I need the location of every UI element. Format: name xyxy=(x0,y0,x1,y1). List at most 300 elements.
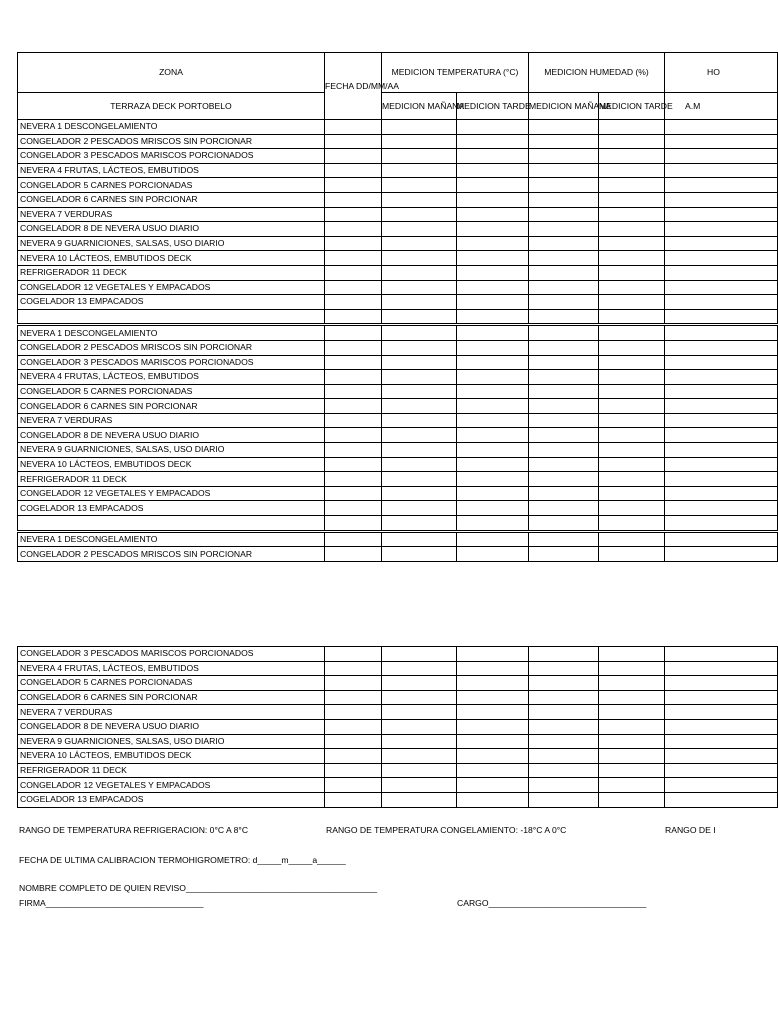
entry-cell[interactable] xyxy=(382,251,457,266)
blank-row xyxy=(18,309,778,325)
table-row xyxy=(18,399,778,414)
entry-cell[interactable] xyxy=(665,661,778,676)
zone-label: NEVERA 7 VERDURAS xyxy=(18,705,325,720)
zone-label: NEVERA 1 DESCONGELAMIENTO xyxy=(18,531,325,547)
zone-label: CONGELADOR 8 DE NEVERA USUO DIARIO xyxy=(18,222,325,237)
entry-cell[interactable] xyxy=(457,384,529,399)
blank-cell[interactable] xyxy=(529,516,599,532)
entry-cell[interactable] xyxy=(529,472,599,487)
entry-cell[interactable] xyxy=(599,413,665,428)
entry-cell[interactable] xyxy=(665,192,778,207)
entry-cell[interactable] xyxy=(325,149,382,164)
entry-cell[interactable] xyxy=(382,501,457,516)
entry-cell[interactable] xyxy=(325,457,382,472)
entry-cell[interactable] xyxy=(457,486,529,501)
range-truncated: RANGO DE I xyxy=(665,825,716,835)
entry-cell[interactable] xyxy=(599,207,665,222)
entry-cell[interactable] xyxy=(665,355,778,370)
zone-label: NEVERA 10 LÁCTEOS, EMBUTIDOS DECK xyxy=(18,457,325,472)
entry-cell[interactable] xyxy=(457,457,529,472)
entry-cell[interactable] xyxy=(665,236,778,251)
entry-cell[interactable] xyxy=(325,207,382,222)
table-row xyxy=(18,676,778,691)
entry-cell[interactable] xyxy=(382,280,457,295)
entry-cell[interactable] xyxy=(457,705,529,720)
entry-cell[interactable] xyxy=(382,719,457,734)
entry-cell[interactable] xyxy=(529,457,599,472)
entry-cell[interactable] xyxy=(325,370,382,385)
entry-cell[interactable] xyxy=(382,120,457,135)
entry-cell[interactable] xyxy=(529,734,599,749)
entry-cell[interactable] xyxy=(665,792,778,807)
zone-label: CONGELADOR 12 VEGETALES Y EMPACADOS xyxy=(18,486,325,501)
entry-cell[interactable] xyxy=(529,295,599,310)
entry-cell[interactable] xyxy=(529,355,599,370)
table-row xyxy=(18,719,778,734)
entry-cell[interactable] xyxy=(457,222,529,237)
entry-cell[interactable] xyxy=(457,501,529,516)
entry-cell[interactable] xyxy=(382,763,457,778)
entry-cell[interactable] xyxy=(665,370,778,385)
table-row xyxy=(18,413,778,428)
entry-cell[interactable] xyxy=(529,370,599,385)
entry-cell[interactable] xyxy=(599,486,665,501)
entry-cell[interactable] xyxy=(529,163,599,178)
blank-cell[interactable] xyxy=(382,309,457,325)
entry-cell[interactable] xyxy=(599,792,665,807)
entry-cell[interactable] xyxy=(325,295,382,310)
entry-cell[interactable] xyxy=(665,457,778,472)
entry-cell[interactable] xyxy=(529,207,599,222)
entry-cell[interactable] xyxy=(382,325,457,341)
entry-cell[interactable] xyxy=(529,486,599,501)
entry-cell[interactable] xyxy=(457,763,529,778)
entry-cell[interactable] xyxy=(599,325,665,341)
entry-cell[interactable] xyxy=(382,399,457,414)
entry-cell[interactable] xyxy=(457,280,529,295)
entry-cell[interactable] xyxy=(529,705,599,720)
entry-cell[interactable] xyxy=(382,163,457,178)
entry-cell[interactable] xyxy=(325,661,382,676)
blank-cell[interactable] xyxy=(529,309,599,325)
entry-cell[interactable] xyxy=(325,192,382,207)
entry-cell[interactable] xyxy=(325,472,382,487)
entry-cell[interactable] xyxy=(529,399,599,414)
entry-cell[interactable] xyxy=(599,384,665,399)
entry-cell[interactable] xyxy=(599,472,665,487)
entry-cell[interactable] xyxy=(529,120,599,135)
entry-cell[interactable] xyxy=(599,236,665,251)
entry-cell[interactable] xyxy=(599,399,665,414)
zone-label: NEVERA 4 FRUTAS, LÁCTEOS, EMBUTIDOS xyxy=(18,370,325,385)
zone-label: CONGELADOR 3 PESCADOS MARISCOS PORCIONADOS xyxy=(18,647,325,662)
entry-cell[interactable] xyxy=(599,251,665,266)
entry-cell[interactable] xyxy=(457,120,529,135)
entry-cell[interactable] xyxy=(665,265,778,280)
entry-cell[interactable] xyxy=(665,178,778,193)
entry-cell[interactable] xyxy=(457,251,529,266)
entry-cell[interactable] xyxy=(457,325,529,341)
entry-cell[interactable] xyxy=(599,149,665,164)
entry-cell[interactable] xyxy=(325,178,382,193)
entry-cell[interactable] xyxy=(457,236,529,251)
entry-cell[interactable] xyxy=(599,501,665,516)
zone-label: NEVERA 7 VERDURAS xyxy=(18,207,325,222)
entry-cell[interactable] xyxy=(325,734,382,749)
entry-cell[interactable] xyxy=(325,163,382,178)
entry-cell[interactable] xyxy=(599,690,665,705)
zone-label: REFRIGERADOR 11 DECK xyxy=(18,763,325,778)
entry-cell[interactable] xyxy=(665,547,778,562)
range-refrigeration: RANGO DE TEMPERATURA REFRIGERACION: 0°C A 8°C xyxy=(19,825,249,835)
entry-cell[interactable] xyxy=(382,486,457,501)
entry-cell[interactable] xyxy=(529,340,599,355)
entry-cell[interactable] xyxy=(599,163,665,178)
entry-cell[interactable] xyxy=(457,792,529,807)
entry-cell[interactable] xyxy=(457,134,529,149)
entry-cell[interactable] xyxy=(325,763,382,778)
blank-cell[interactable] xyxy=(457,309,529,325)
table-row xyxy=(18,472,778,487)
entry-cell[interactable] xyxy=(529,265,599,280)
entry-cell[interactable] xyxy=(382,265,457,280)
entry-cell[interactable] xyxy=(382,295,457,310)
entry-cell[interactable] xyxy=(529,778,599,793)
entry-cell[interactable] xyxy=(325,413,382,428)
entry-cell[interactable] xyxy=(382,413,457,428)
entry-cell[interactable] xyxy=(382,370,457,385)
entry-cell[interactable] xyxy=(665,676,778,691)
zone-label: CONGELADOR 2 PESCADOS MRISCOS SIN PORCIONAR xyxy=(18,340,325,355)
entry-cell[interactable] xyxy=(665,647,778,662)
entry-cell[interactable] xyxy=(382,647,457,662)
entry-cell[interactable] xyxy=(599,295,665,310)
zone-label: CONGELADOR 6 CARNES SIN PORCIONAR xyxy=(18,192,325,207)
blank-cell[interactable] xyxy=(325,516,382,532)
entry-cell[interactable] xyxy=(599,749,665,764)
entry-cell[interactable] xyxy=(529,501,599,516)
entry-cell[interactable] xyxy=(599,370,665,385)
entry-cell[interactable] xyxy=(599,778,665,793)
entry-cell[interactable] xyxy=(382,236,457,251)
entry-cell[interactable] xyxy=(665,149,778,164)
entry-cell[interactable] xyxy=(457,719,529,734)
log-table-body-top xyxy=(18,120,778,562)
entry-cell[interactable] xyxy=(529,443,599,458)
zone-label: CONGELADOR 8 DE NEVERA USUO DIARIO xyxy=(18,428,325,443)
entry-cell[interactable] xyxy=(457,178,529,193)
blank-cell xyxy=(18,516,325,532)
entry-cell[interactable] xyxy=(325,251,382,266)
entry-cell[interactable] xyxy=(599,547,665,562)
entry-cell[interactable] xyxy=(457,370,529,385)
entry-cell[interactable] xyxy=(382,340,457,355)
entry-cell[interactable] xyxy=(599,705,665,720)
entry-cell[interactable] xyxy=(382,547,457,562)
entry-cell[interactable] xyxy=(457,443,529,458)
entry-cell[interactable] xyxy=(529,325,599,341)
entry-cell[interactable] xyxy=(529,690,599,705)
entry-cell[interactable] xyxy=(382,472,457,487)
entry-cell[interactable] xyxy=(529,384,599,399)
entry-cell[interactable] xyxy=(325,501,382,516)
entry-cell[interactable] xyxy=(529,222,599,237)
table-row xyxy=(18,547,778,562)
entry-cell[interactable] xyxy=(325,280,382,295)
entry-cell[interactable] xyxy=(457,428,529,443)
entry-cell[interactable] xyxy=(599,531,665,547)
entry-cell[interactable] xyxy=(599,719,665,734)
entry-cell[interactable] xyxy=(665,120,778,135)
entry-cell[interactable] xyxy=(599,428,665,443)
entry-cell[interactable] xyxy=(529,134,599,149)
entry-cell[interactable] xyxy=(599,134,665,149)
entry-cell[interactable] xyxy=(665,134,778,149)
log-table-header xyxy=(18,53,778,120)
entry-cell[interactable] xyxy=(529,149,599,164)
entry-cell[interactable] xyxy=(325,428,382,443)
entry-cell[interactable] xyxy=(665,384,778,399)
entry-cell[interactable] xyxy=(665,340,778,355)
entry-cell[interactable] xyxy=(529,280,599,295)
blank-cell[interactable] xyxy=(457,516,529,532)
zone-label: REFRIGERADOR 11 DECK xyxy=(18,472,325,487)
header-am: A.M xyxy=(665,93,778,120)
entry-cell[interactable] xyxy=(457,547,529,562)
entry-cell[interactable] xyxy=(599,676,665,691)
entry-cell[interactable] xyxy=(529,647,599,662)
entry-cell[interactable] xyxy=(457,340,529,355)
entry-cell[interactable] xyxy=(325,547,382,562)
entry-cell[interactable] xyxy=(325,749,382,764)
entry-cell[interactable] xyxy=(325,647,382,662)
entry-cell[interactable] xyxy=(457,399,529,414)
entry-cell[interactable] xyxy=(457,676,529,691)
entry-cell[interactable] xyxy=(665,472,778,487)
entry-cell[interactable] xyxy=(382,384,457,399)
entry-cell[interactable] xyxy=(529,719,599,734)
entry-cell[interactable] xyxy=(665,763,778,778)
entry-cell[interactable] xyxy=(599,661,665,676)
entry-cell[interactable] xyxy=(382,443,457,458)
entry-cell[interactable] xyxy=(665,413,778,428)
entry-cell[interactable] xyxy=(529,749,599,764)
entry-cell[interactable] xyxy=(382,192,457,207)
entry-cell[interactable] xyxy=(325,325,382,341)
blank-cell[interactable] xyxy=(599,516,665,532)
entry-cell[interactable] xyxy=(457,413,529,428)
table-row xyxy=(18,428,778,443)
entry-cell[interactable] xyxy=(382,149,457,164)
entry-cell[interactable] xyxy=(457,749,529,764)
entry-cell[interactable] xyxy=(382,792,457,807)
entry-cell[interactable] xyxy=(382,222,457,237)
entry-cell[interactable] xyxy=(665,734,778,749)
entry-cell[interactable] xyxy=(325,531,382,547)
entry-cell[interactable] xyxy=(599,192,665,207)
entry-cell[interactable] xyxy=(325,792,382,807)
table-row xyxy=(18,792,778,807)
entry-cell[interactable] xyxy=(325,399,382,414)
entry-cell[interactable] xyxy=(457,690,529,705)
entry-cell[interactable] xyxy=(599,280,665,295)
entry-cell[interactable] xyxy=(599,443,665,458)
table-row xyxy=(18,647,778,662)
entry-cell[interactable] xyxy=(599,120,665,135)
entry-cell[interactable] xyxy=(382,457,457,472)
entry-cell[interactable] xyxy=(325,355,382,370)
entry-cell[interactable] xyxy=(529,236,599,251)
entry-cell[interactable] xyxy=(325,705,382,720)
entry-cell[interactable] xyxy=(665,486,778,501)
entry-cell[interactable] xyxy=(457,265,529,280)
entry-cell[interactable] xyxy=(325,236,382,251)
entry-cell[interactable] xyxy=(382,355,457,370)
entry-cell[interactable] xyxy=(457,207,529,222)
zone-label: CONGELADOR 3 PESCADOS MARISCOS PORCIONADOS xyxy=(18,149,325,164)
entry-cell[interactable] xyxy=(665,207,778,222)
entry-cell[interactable] xyxy=(457,472,529,487)
zone-label: NEVERA 9 GUARNICIONES, SALSAS, USO DIARIO xyxy=(18,443,325,458)
entry-cell[interactable] xyxy=(325,265,382,280)
entry-cell[interactable] xyxy=(665,222,778,237)
signature-line: FIRMA_________________________________ xyxy=(19,898,204,908)
entry-cell[interactable] xyxy=(529,661,599,676)
entry-cell[interactable] xyxy=(665,325,778,341)
entry-cell[interactable] xyxy=(529,192,599,207)
entry-cell[interactable] xyxy=(529,792,599,807)
entry-cell[interactable] xyxy=(382,676,457,691)
entry-cell[interactable] xyxy=(665,531,778,547)
entry-cell[interactable] xyxy=(325,120,382,135)
blank-cell[interactable] xyxy=(325,309,382,325)
entry-cell[interactable] xyxy=(599,178,665,193)
zone-label: NEVERA 9 GUARNICIONES, SALSAS, USO DIARIO xyxy=(18,734,325,749)
entry-cell[interactable] xyxy=(599,734,665,749)
blank-cell[interactable] xyxy=(599,309,665,325)
entry-cell[interactable] xyxy=(325,222,382,237)
entry-cell[interactable] xyxy=(382,705,457,720)
blank-cell[interactable] xyxy=(665,309,778,325)
entry-cell[interactable] xyxy=(665,719,778,734)
blank-cell[interactable] xyxy=(665,516,778,532)
entry-cell[interactable] xyxy=(665,705,778,720)
zone-label: NEVERA 7 VERDURAS xyxy=(18,413,325,428)
entry-cell[interactable] xyxy=(457,734,529,749)
entry-cell[interactable] xyxy=(325,778,382,793)
entry-cell[interactable] xyxy=(382,749,457,764)
entry-cell[interactable] xyxy=(665,690,778,705)
zone-label: CONGELADOR 5 CARNES PORCIONADAS xyxy=(18,178,325,193)
entry-cell[interactable] xyxy=(457,149,529,164)
table-row xyxy=(18,661,778,676)
entry-cell[interactable] xyxy=(457,163,529,178)
entry-cell[interactable] xyxy=(665,163,778,178)
entry-cell[interactable] xyxy=(382,207,457,222)
entry-cell[interactable] xyxy=(382,778,457,793)
entry-cell[interactable] xyxy=(457,531,529,547)
entry-cell[interactable] xyxy=(325,719,382,734)
entry-cell[interactable] xyxy=(665,428,778,443)
entry-cell[interactable] xyxy=(529,413,599,428)
zone-label: NEVERA 10 LÁCTEOS, EMBUTIDOS DECK xyxy=(18,749,325,764)
entry-cell[interactable] xyxy=(325,690,382,705)
entry-cell[interactable] xyxy=(529,428,599,443)
table-row xyxy=(18,251,778,266)
entry-cell[interactable] xyxy=(529,531,599,547)
entry-cell[interactable] xyxy=(325,384,382,399)
entry-cell[interactable] xyxy=(599,340,665,355)
entry-cell[interactable] xyxy=(665,251,778,266)
entry-cell[interactable] xyxy=(665,280,778,295)
table-row xyxy=(18,192,778,207)
table-row xyxy=(18,384,778,399)
entry-cell[interactable] xyxy=(325,486,382,501)
table-row xyxy=(18,178,778,193)
table-row xyxy=(18,222,778,237)
entry-cell[interactable] xyxy=(382,134,457,149)
table-row xyxy=(18,531,778,547)
entry-cell[interactable] xyxy=(325,676,382,691)
entry-cell[interactable] xyxy=(665,399,778,414)
entry-cell[interactable] xyxy=(599,457,665,472)
entry-cell[interactable] xyxy=(382,178,457,193)
entry-cell[interactable] xyxy=(599,647,665,662)
entry-cell[interactable] xyxy=(529,763,599,778)
entry-cell[interactable] xyxy=(325,340,382,355)
entry-cell[interactable] xyxy=(457,295,529,310)
entry-cell[interactable] xyxy=(599,222,665,237)
log-table-body-bottom xyxy=(18,647,778,808)
entry-cell[interactable] xyxy=(457,192,529,207)
zone-label: CONGELADOR 12 VEGETALES Y EMPACADOS xyxy=(18,280,325,295)
table-row xyxy=(18,134,778,149)
entry-cell[interactable] xyxy=(529,547,599,562)
entry-cell[interactable] xyxy=(529,251,599,266)
entry-cell[interactable] xyxy=(325,443,382,458)
entry-cell[interactable] xyxy=(665,443,778,458)
entry-cell[interactable] xyxy=(665,501,778,516)
blank-cell[interactable] xyxy=(382,516,457,532)
log-table-bottom xyxy=(17,646,778,808)
header-temp-manana: MEDICION MAÑANA xyxy=(382,93,457,120)
entry-cell[interactable] xyxy=(457,355,529,370)
blank-cell xyxy=(18,309,325,325)
entry-cell[interactable] xyxy=(325,134,382,149)
entry-cell[interactable] xyxy=(665,778,778,793)
entry-cell[interactable] xyxy=(382,690,457,705)
entry-cell[interactable] xyxy=(599,265,665,280)
entry-cell[interactable] xyxy=(529,676,599,691)
zone-label: NEVERA 1 DESCONGELAMIENTO xyxy=(18,325,325,341)
entry-cell[interactable] xyxy=(457,778,529,793)
entry-cell[interactable] xyxy=(382,531,457,547)
entry-cell[interactable] xyxy=(382,661,457,676)
entry-cell[interactable] xyxy=(665,749,778,764)
entry-cell[interactable] xyxy=(665,295,778,310)
table-row xyxy=(18,265,778,280)
entry-cell[interactable] xyxy=(529,178,599,193)
entry-cell[interactable] xyxy=(457,647,529,662)
entry-cell[interactable] xyxy=(382,734,457,749)
log-table-top xyxy=(17,52,778,562)
entry-cell[interactable] xyxy=(457,661,529,676)
zone-label: NEVERA 10 LÁCTEOS, EMBUTIDOS DECK xyxy=(18,251,325,266)
entry-cell[interactable] xyxy=(599,355,665,370)
entry-cell[interactable] xyxy=(599,763,665,778)
entry-cell[interactable] xyxy=(382,428,457,443)
table-row xyxy=(18,486,778,501)
